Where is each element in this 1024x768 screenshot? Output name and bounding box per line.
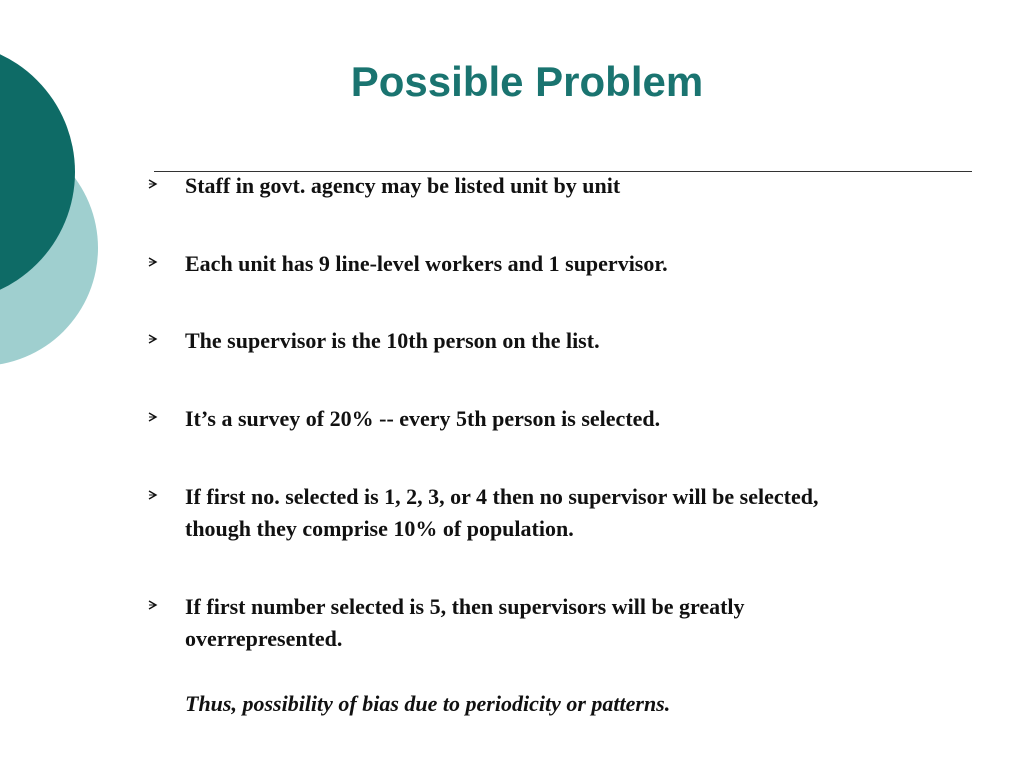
arrow-bullet-icon bbox=[147, 411, 159, 423]
bullet-text: If first no. selected is 1, 2, 3, or 4 then no supervisor will be selected, though they comprise 10% of population. bbox=[185, 484, 819, 541]
bullet-text: Staff in govt. agency may be listed unit by unit bbox=[185, 173, 621, 198]
bullet-text: Each unit has 9 line-level workers and 1 supervisor. bbox=[185, 251, 668, 276]
arrow-bullet-icon bbox=[147, 599, 159, 611]
arrow-bullet-icon bbox=[147, 256, 159, 268]
arrow-bullet-icon bbox=[147, 489, 159, 501]
arrow-bullet-icon bbox=[147, 333, 159, 345]
conclusion-text: Thus, possibility of bias due to periodicity or patterns. bbox=[185, 691, 671, 716]
arrow-bullet-icon bbox=[147, 178, 159, 190]
bullet-text: The supervisor is the 10th person on the list. bbox=[185, 328, 600, 353]
slide-title: Possible Problem bbox=[350, 58, 704, 105]
bullet-text: It’s a survey of 20% -- every 5th person is selected. bbox=[185, 406, 661, 431]
bullet-text: If first number selected is 5, then supervisors will be greatly overrepresented. bbox=[185, 594, 745, 651]
